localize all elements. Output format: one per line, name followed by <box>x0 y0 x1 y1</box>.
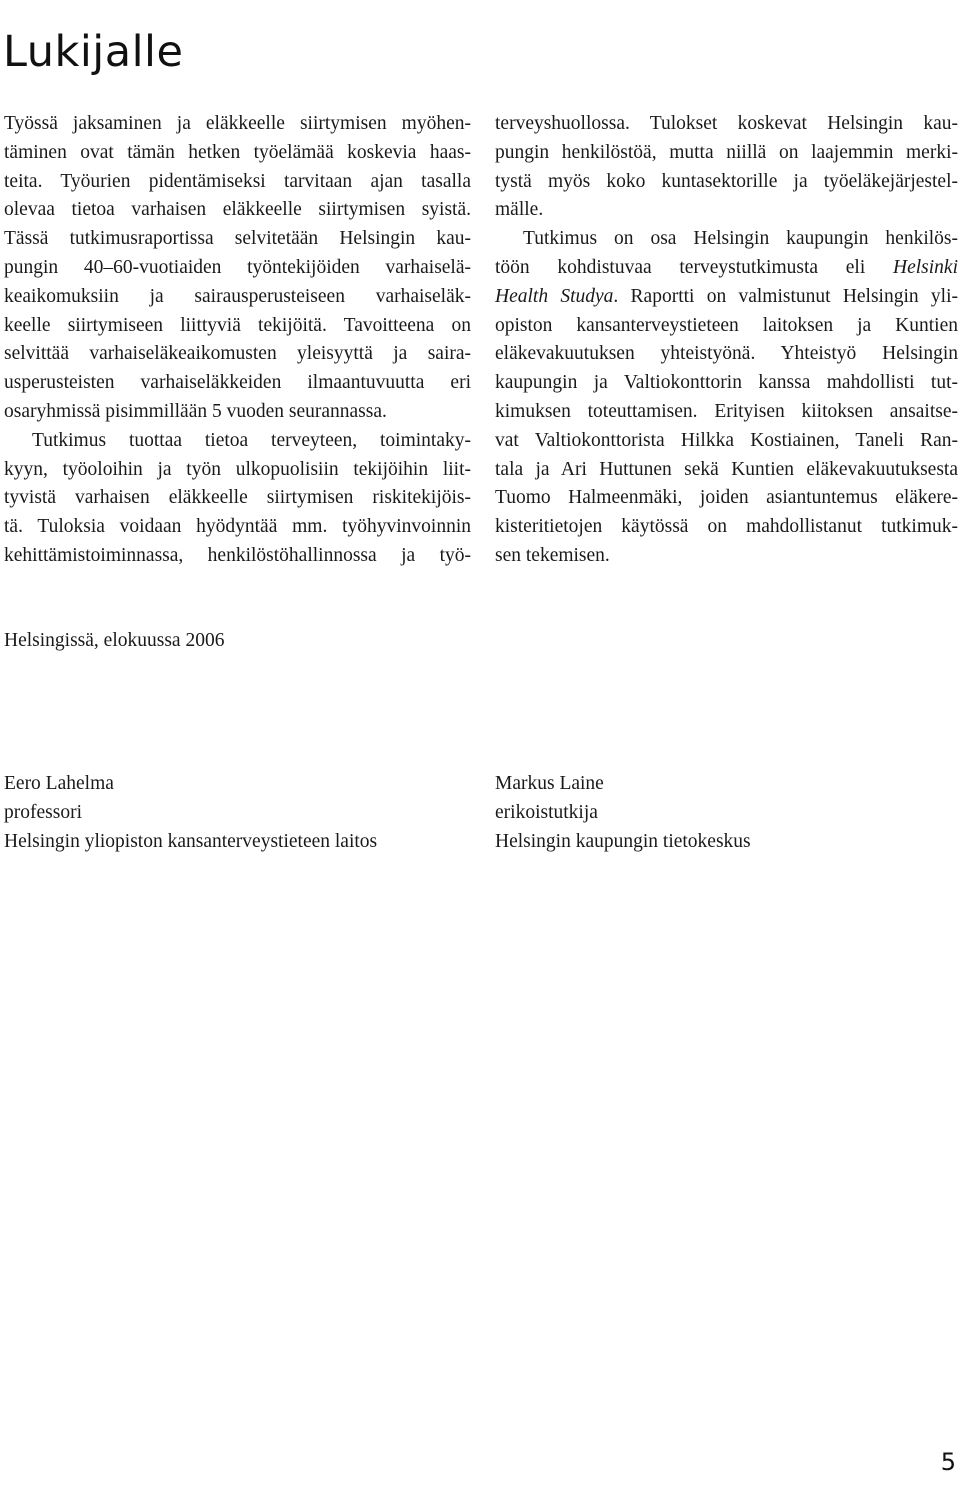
text-line: Tuomo Halmeenmäki, joiden asiantuntemus eläkere- <box>495 487 958 509</box>
text-line: mälle. <box>495 199 544 221</box>
text-segment: töön kohdistuvaa terveystutkimusta eli <box>495 256 894 278</box>
text-line: osaryhmissä pisimmillään 5 vuoden seurannassa. <box>4 400 387 422</box>
text-line <box>495 254 958 283</box>
text-line: Työssä jaksaminen ja eläkkeelle siirtymisen myöhen- <box>4 113 471 134</box>
signer-name: Markus Laine <box>495 773 604 794</box>
text-line: kyyn, työoloihin ja työn ulkopuolisiin tekijöihin liit- <box>4 458 471 480</box>
text-line: Tutkimus on osa Helsingin kaupungin henkilös- <box>523 228 958 250</box>
page-number: 5 <box>940 1448 956 1476</box>
dateline: Helsingissä, elokuussa 2006 <box>4 630 225 651</box>
text-line: selvittää varhaiseläkeaikomusten yleisyyttä ja saira- <box>4 343 471 365</box>
text-line: vat Valtiokonttorista Hilkka Kostiainen, Taneli Ran- <box>495 429 958 451</box>
text-line: kehittämistoiminnassa, henkilöstöhallinnossa ja työ- <box>4 544 471 566</box>
text-line: keaikomuksiin ja sairausperusteiseen varhaiseläk- <box>4 285 471 307</box>
text-line: terveyshuollossa. Tulokset koskevat Helsingin kau- <box>495 113 958 134</box>
signature-right <box>495 770 751 856</box>
text-line: tyvistä varhaisen eläkkeelle siirtymisen riskitekijöis- <box>4 487 471 509</box>
text-line: keelle siirtymiseen liittyviä tekijöitä. Tavoitteena on <box>4 314 471 336</box>
italic-text: Health Studya <box>495 285 614 307</box>
text-line <box>495 283 958 312</box>
text-line: pungin 40–60-vuotiaiden työntekijöiden varhaiselä- <box>4 256 471 278</box>
right-text-column <box>495 110 958 571</box>
signer-affiliation: Helsingin kaupungin tietokeskus <box>495 830 751 852</box>
text-line: kisteritietojen käytössä on mahdollistanut tutkimuk- <box>495 516 958 538</box>
signature-left <box>4 770 377 856</box>
text-line: olevaa tietoa varhaisen eläkkeelle siirtymisen syistä. <box>4 199 471 221</box>
signer-name: Eero Lahelma <box>4 773 114 794</box>
text-line: opiston kansanterveystieteen laitoksen ja Kuntien <box>495 314 958 336</box>
page-title: Lukijalle <box>3 26 184 77</box>
text-line: kimuksen toteuttamisen. Erityisen kiitoksen ansaitse- <box>495 400 958 422</box>
text-line: eläkevakuutuksen yhteistyönä. Yhteistyö Helsingin <box>495 343 958 365</box>
text-line: täminen ovat tämän hetken työelämää koskevia haas- <box>4 141 471 163</box>
signer-affiliation: Helsingin yliopiston kansanterveystieteen laitos <box>4 830 378 852</box>
text-line: sen tekemisen. <box>495 544 610 566</box>
signer-role: erikoistutkija <box>495 801 598 823</box>
text-line: tä. Tuloksia voidaan hyödyntää mm. työhyvinvoinnin <box>4 516 471 538</box>
text-line: tala ja Ari Huttunen sekä Kuntien eläkevakuutuksesta <box>495 458 958 480</box>
text-segment: . Raportti on valmistunut Helsingin yli- <box>613 285 958 307</box>
text-line: pungin henkilöstöä, mutta niillä on laajemmin merki- <box>495 141 958 163</box>
text-line: teita. Työurien pidentämiseksi tarvitaan ajan tasalla <box>4 170 471 192</box>
italic-text: Helsinki <box>893 256 958 278</box>
text-line: Tässä tutkimusraportissa selvitetään Helsingin kau- <box>4 228 471 250</box>
left-text-column <box>4 110 471 571</box>
signer-role: professori <box>4 801 82 823</box>
text-line: Tutkimus tuottaa tietoa terveyteen, toimintaky- <box>32 429 471 451</box>
text-line: tystä myös koko kuntasektorille ja työeläkejärjestel- <box>495 170 958 192</box>
text-line: usperusteisten varhaiseläkkeiden ilmaantuvuutta eri <box>4 372 471 394</box>
text-line: kaupungin ja Valtiokonttorin kanssa mahdollisti tut- <box>495 372 958 394</box>
